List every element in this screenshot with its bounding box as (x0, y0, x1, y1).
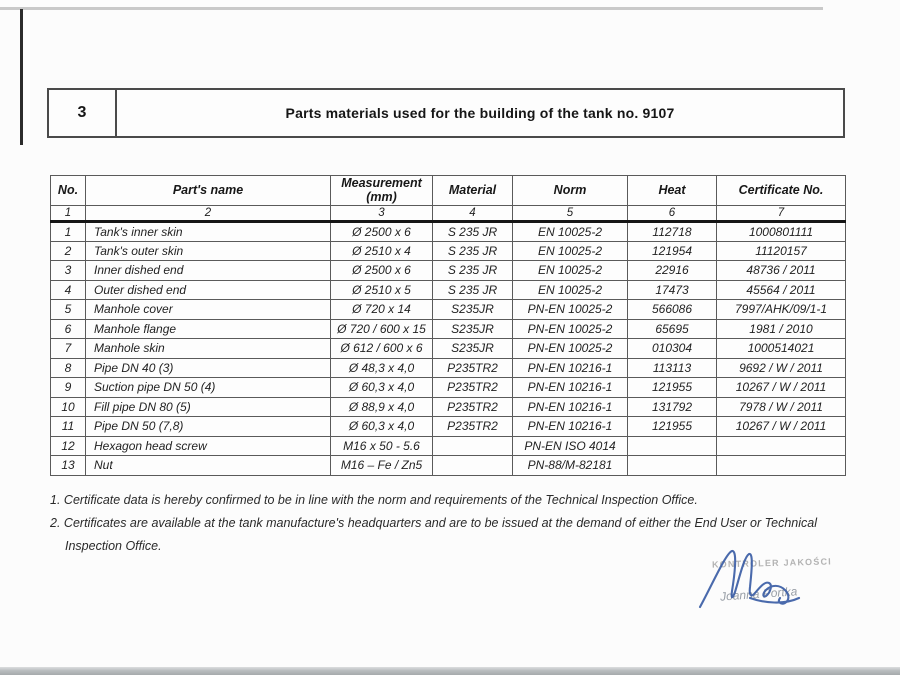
table-cell: 7 (51, 339, 86, 359)
table-cell: Manhole flange (86, 319, 331, 339)
table-cell: Ø 60,3 x 4,0 (331, 417, 433, 437)
table-cell: 121955 (628, 378, 717, 398)
table-cell (628, 436, 717, 456)
column-number: 2 (86, 206, 331, 222)
scan-edge-line-top (0, 7, 823, 10)
table-cell: Pipe DN 50 (7,8) (86, 417, 331, 437)
table-cell: 10267 / W / 2011 (717, 378, 846, 398)
table-cell (717, 436, 846, 456)
column-number: 7 (717, 206, 846, 222)
table-row (51, 436, 846, 456)
table-cell: S 235 JR (433, 222, 513, 242)
table-cell: 5 (51, 300, 86, 320)
footnote-2 (50, 512, 850, 535)
table-cell: Ø 720 / 600 x 15 (331, 319, 433, 339)
table-cell: 10 (51, 397, 86, 417)
table-cell: P235TR2 (433, 378, 513, 398)
table-cell: 10267 / W / 2011 (717, 417, 846, 437)
table-cell: PN-EN 10025-2 (513, 300, 628, 320)
table-cell: Tank's inner skin (86, 222, 331, 242)
table-cell: 13 (51, 456, 86, 476)
table-cell: 9692 / W / 2011 (717, 358, 846, 378)
table-cell: 121955 (628, 417, 717, 437)
table-cell: PN-EN 10216-1 (513, 417, 628, 437)
table-cell: 45564 / 2011 (717, 280, 846, 300)
table-cell: P235TR2 (433, 417, 513, 437)
table-cell (717, 456, 846, 476)
table-cell: 7978 / W / 2011 (717, 397, 846, 417)
table-cell: Tank's outer skin (86, 241, 331, 261)
table-cell: 3 (51, 261, 86, 281)
table-row (51, 280, 846, 300)
table-cell: S 235 JR (433, 261, 513, 281)
table-cell: 113113 (628, 358, 717, 378)
col-header-norm: Norm (513, 176, 628, 206)
table-cell: 010304 (628, 339, 717, 359)
table-cell: S235JR (433, 339, 513, 359)
table-header-row (51, 176, 846, 206)
table-cell: Outer dished end (86, 280, 331, 300)
table-cell: 22916 (628, 261, 717, 281)
table-cell: S235JR (433, 300, 513, 320)
table-row (51, 456, 846, 476)
table-cell: Inner dished end (86, 261, 331, 281)
table-cell: Ø 612 / 600 x 6 (331, 339, 433, 359)
table-cell: P235TR2 (433, 397, 513, 417)
scan-edge-mark-left (20, 9, 23, 145)
table-cell: 65695 (628, 319, 717, 339)
table-cell: 2 (51, 241, 86, 261)
table-cell: 7997/AHK/09/1-1 (717, 300, 846, 320)
table-cell: 12 (51, 436, 86, 456)
table-cell: 9 (51, 378, 86, 398)
table-cell: PN-EN 10025-2 (513, 339, 628, 359)
table-cell: PN-EN 10216-1 (513, 358, 628, 378)
table-cell: PN-88/M-82181 (513, 456, 628, 476)
table-row (51, 397, 846, 417)
table-cell: Ø 48,3 x 4,0 (331, 358, 433, 378)
column-number: 3 (331, 206, 433, 222)
table-cell (628, 456, 717, 476)
footnote-2-text: Certificates are available at the tank manufacture's headquarters and are to be issued at the demand of either the End User or Technical (63, 516, 817, 530)
footnote-2-label: 2. (50, 516, 61, 530)
table-row (51, 241, 846, 261)
table-cell: 11 (51, 417, 86, 437)
parts-table-body (51, 222, 846, 476)
table-cell: 4 (51, 280, 86, 300)
table-cell: 17473 (628, 280, 717, 300)
table-row (51, 378, 846, 398)
table-row (51, 358, 846, 378)
table-cell: Ø 720 x 14 (331, 300, 433, 320)
table-cell: 11120157 (717, 241, 846, 261)
handwritten-signature (692, 545, 822, 615)
table-cell: 1000514021 (717, 339, 846, 359)
table-cell: Ø 88,9 x 4,0 (331, 397, 433, 417)
table-cell: EN 10025-2 (513, 222, 628, 242)
table-cell: PN-EN ISO 4014 (513, 436, 628, 456)
table-cell: PN-EN 10216-1 (513, 397, 628, 417)
table-cell: M16 x 50 - 5.6 (331, 436, 433, 456)
col-header-certificate: Certificate No. (717, 176, 846, 206)
stamp-title: KONTROLER JAKOŚCI (711, 556, 833, 570)
footnote-2-continued: Inspection Office. (65, 539, 162, 553)
parts-materials-table (50, 175, 846, 476)
table-row (51, 319, 846, 339)
signature-block (690, 545, 855, 615)
table-cell: Ø 60,3 x 4,0 (331, 378, 433, 398)
table-cell: Ø 2500 x 6 (331, 222, 433, 242)
table-cell: EN 10025-2 (513, 280, 628, 300)
table-cell: 1 (51, 222, 86, 242)
table-cell (433, 456, 513, 476)
table-cell: S 235 JR (433, 280, 513, 300)
col-header-part-name: Part's name (86, 176, 331, 206)
column-number: 4 (433, 206, 513, 222)
col-header-material: Material (433, 176, 513, 206)
table-cell: PN-EN 10216-1 (513, 378, 628, 398)
table-row (51, 300, 846, 320)
table-cell: Nut (86, 456, 331, 476)
col-header-measurement: Measurement (mm) (331, 176, 433, 206)
table-cell: Suction pipe DN 50 (4) (86, 378, 331, 398)
table-cell: Manhole cover (86, 300, 331, 320)
table-row (51, 222, 846, 242)
table-cell: Ø 2510 x 4 (331, 241, 433, 261)
table-cell: Pipe DN 40 (3) (86, 358, 331, 378)
table-cell (433, 436, 513, 456)
col-header-no: No. (51, 176, 86, 206)
section-header-box (47, 88, 845, 138)
table-cell: Fill pipe DN 80 (5) (86, 397, 331, 417)
stamp-signed-name: Joanna Portka (719, 584, 798, 604)
footnote-1-text: Certificate data is hereby confirmed to be in line with the norm and requirements of the Technical Inspection Office. (63, 493, 698, 507)
table-cell: 1981 / 2010 (717, 319, 846, 339)
section-number: 3 (49, 90, 117, 136)
table-row (51, 261, 846, 281)
table-cell: 131792 (628, 397, 717, 417)
table-row (51, 417, 846, 437)
column-number-row (51, 206, 846, 222)
footnote-1 (50, 489, 850, 512)
table-cell: Ø 2510 x 5 (331, 280, 433, 300)
table-cell: 6 (51, 319, 86, 339)
table-cell: 48736 / 2011 (717, 261, 846, 281)
table-cell: PN-EN 10025-2 (513, 319, 628, 339)
table-cell: 8 (51, 358, 86, 378)
table-cell: 1000801111 (717, 222, 846, 242)
table-cell: Ø 2500 x 6 (331, 261, 433, 281)
table-cell: 121954 (628, 241, 717, 261)
col-header-heat: Heat (628, 176, 717, 206)
table-cell: S235JR (433, 319, 513, 339)
scan-edge-band-bottom (0, 667, 900, 675)
table-cell: S 235 JR (433, 241, 513, 261)
table-cell: Hexagon head screw (86, 436, 331, 456)
column-number: 6 (628, 206, 717, 222)
column-number: 1 (51, 206, 86, 222)
column-number: 5 (513, 206, 628, 222)
table-cell: EN 10025-2 (513, 261, 628, 281)
section-title: Parts materials used for the building of the tank no. 9107 (285, 105, 675, 121)
table-cell: EN 10025-2 (513, 241, 628, 261)
table-cell: 566086 (628, 300, 717, 320)
footnote-1-label: 1. (50, 493, 61, 507)
table-cell: M16 – Fe / Zn5 (331, 456, 433, 476)
table-row (51, 339, 846, 359)
table-cell: P235TR2 (433, 358, 513, 378)
table-cell: 112718 (628, 222, 717, 242)
table-cell: Manhole skin (86, 339, 331, 359)
